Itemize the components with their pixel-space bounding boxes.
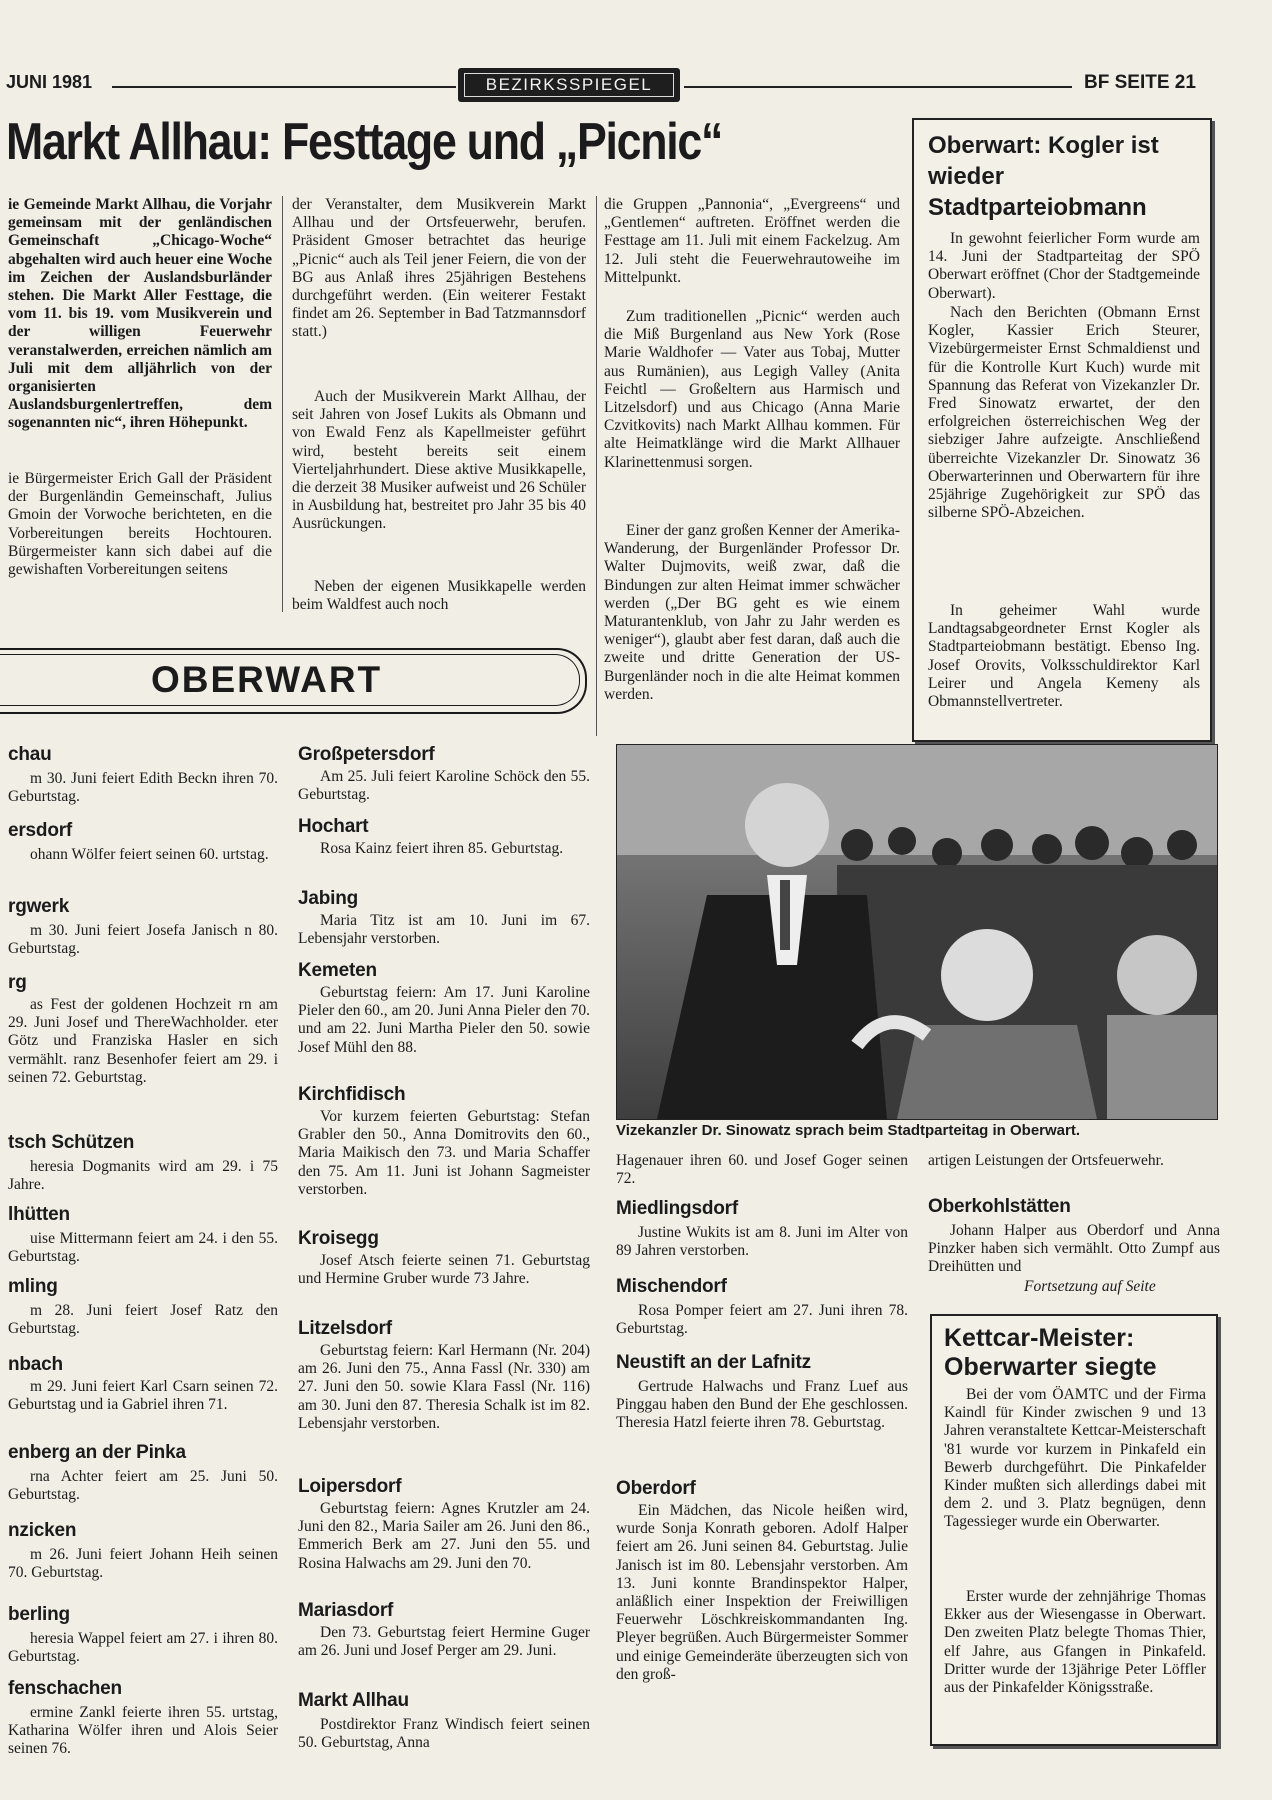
lead-col3-p2: Zum traditionellen „Picnic“ werden auch die Miß Burgenland aus New York (Rose Marie Waldhofer — Vater aus Tobaj, Mutter aus Rumänien), aus Legigh Valley (Anita Feichtl — Großeltern aus Harmisch und Litzelsdorf) und aus Chicago (Anna Marie Czvitkovits) nach Markt Allhau kommen. Für alte Heimatklänge wird die Markt Allhauer Klarinettenmusi sorgen. (604, 308, 900, 471)
col-b-text: Rosa Kainz feiert ihren 85. Geburtstag. (320, 840, 564, 857)
header-date: JUNI 1981 (6, 72, 93, 92)
col-a-heading: nbach (8, 1354, 63, 1375)
col-a-text: uise Mittermann feiert am 24. i den 55. Geburtstag. (8, 1230, 278, 1266)
photo-illustration (617, 745, 1217, 1119)
col-a-text: ermine Zankl feierte ihren 55. urtstag, Katharina Wölfer ihren und Alois Seier seinen 76. (8, 1704, 278, 1758)
section-badge (458, 68, 680, 102)
col-a-heading: berling (8, 1604, 70, 1625)
col-a-text: m 28. Juni feiert Josef Ratz den Geburtstag. (8, 1302, 278, 1338)
sidebar-kogler-headline: Oberwart: Kogler ist wieder Stadtparteiobmann (928, 132, 1159, 221)
photo-caption: Vizekanzler Dr. Sinowatz sprach beim Stadtparteitag in Oberwart. (616, 1122, 1081, 1139)
col-a-text: heresia Wappel feiert am 27. i ihren 80. Geburtstag. (8, 1630, 278, 1666)
sidebar-kettcar-p1: Bei der vom ÖAMTC und der Firma Kaindl für Kinder zwischen 9 und 13 Jahren veranstaltete Kettcar-Meisterschaft '81 wurde vor kurzem in Pinkafeld ein Bewerb durchgeführt. Die Pinkafelder Kinder mußten sich allerdings dabei mit dem 2. und 3. Platz begnügen, denn Tagessieger wurde ein Oberwarter. (944, 1386, 1206, 1531)
lead-divider-1 (282, 196, 283, 612)
col-a-heading: tsch Schützen (8, 1132, 135, 1153)
col-b-text: Maria Titz ist am 10. Juni im 67. Lebensjahr verstorben. (298, 912, 590, 948)
col-b-text: Geburtstag feiern: Karl Hermann (Nr. 204) am 26. Juni den 75., Anna Fassl (Nr. 330) am 27. Juni den 50. sowie Klara Fassl (Nr. 116) am 30. Juni den 87. Theresia Schalk ist im 82. Lebensjahr verstorben. (298, 1342, 590, 1432)
news-photo (616, 744, 1218, 1120)
sidebar-kettcar-p2: Erster wurde der zehnjährige Thomas Ekker aus der Wiesengasse in Oberwart. Den zweiten Platz belegte Thomas Thier, elf Jahre, aus Gfangen in Pinkafeld. Dritter wurde der 13jährige Peter Löffler aus der Pinkafelder Königsstraße. (944, 1588, 1206, 1697)
sidebar-kogler-p3: In geheimer Wahl wurde Landtagsabgeordneter Ernst Kogler als Stadtparteiobmann bestätigt. Ebenso Ing. Josef Orovits, Volksschuldirektor Karl Leirer und Angela Kemeny als Obmannstellvertreter. (928, 602, 1200, 711)
col-b-heading: Kirchfidisch (298, 1084, 406, 1105)
col-b-heading: Jabing (298, 888, 359, 909)
col-c-heading: Mischendorf (616, 1276, 727, 1297)
col-c-heading: Neustift an der Lafnitz (616, 1352, 811, 1373)
col-c-heading: Oberdorf (616, 1478, 696, 1499)
col-b-heading: Mariasdorf (298, 1600, 394, 1621)
continued-note: Fortsetzung auf Seite (1024, 1278, 1156, 1295)
col-a-heading: rg (8, 972, 27, 993)
col-a-heading: mling (8, 1276, 58, 1297)
col-b-heading: Großpetersdorf (298, 744, 435, 765)
col-b-text: Den 73. Geburtstag feiert Hermine Guger am 26. Juni und Josef Perger am 29. Juni. (298, 1624, 590, 1660)
lead-col3-p3: Einer der ganz großen Kenner der Amerika-Wanderung, der Burgenländer Professor Dr. Walter Dujmovits, weiß zwar, daß die Bindungen zur alten Heimat immer schwächer werden („Der BG geht es wie einem Maturantenklub, von Jahr zu Jahr werden es weniger“), glaubt aber fest daran, daß auch die zweite und dritte Generation der US-Burgenländer noch in die alte Heimat kommen werden. (604, 522, 900, 703)
lead-col2-p2: Auch der Musikverein Markt Allhau, der seit Jahren von Josef Lukits als Obmann und von Ewald Fenz als Kapellmeister geführt wird, besteht bereits seit einem Vierteljahrhundert. Diese aktive Musikkapelle, die derzeit 38 Musiker aufweist und 26 Schüler in Ausbildung hat, bestreitet pro Jahr 35 bis 40 Ausrückungen. (292, 388, 586, 533)
sidebar-kogler (912, 118, 1212, 742)
col-a-text: rna Achter feiert am 25. Juni 50. Geburtstag. (8, 1468, 278, 1504)
sidebar-kogler-p2: Nach den Berichten (Obmann Ernst Kogler, Kassier Erich Steurer, Vizebürgermeister Ernst Schmaldienst und für die Kontrolle Kurt Kuch) wurde mit Spannung das Referat von Vizekanzler Dr. Fred Sinowatz erwartet, der den erfolgreichen österreichischen Weg der siebziger Jahre aufzeigte. Anschließend überreichte Vizekanzler Dr. Sinowatz 36 Oberwarterinnen und Oberwartern für ihre 25jährige Zugehörigkeit zur SPÖ das silberne SPÖ-Abzeichen. (928, 304, 1200, 522)
col-c-text: Gertrude Halwachs und Franz Luef aus Pinggau haben den Bund der Ehe geschlossen. Theresia Hatzl feierte ihren 78. Geburtstag. (616, 1378, 908, 1432)
col-c-text: Rosa Pomper feiert am 27. Juni ihren 78. Geburtstag. (616, 1302, 908, 1338)
oberwart-banner-label: OBERWART (145, 660, 388, 700)
col-a-text: m 29. Juni feiert Karl Csarn seinen 72. Geburtstag und ia Gabriel ihren 71. (8, 1378, 278, 1414)
col-a-text: m 26. Juni feiert Johann Heih seinen 70. Geburtstag. (8, 1546, 278, 1582)
col-a-text: ohann Wölfer feiert seinen 60. urtstag. (30, 846, 269, 863)
col-b-text: Vor kurzem feierten Geburtstag: Stefan Grabler den 50., Anna Domitrovits den 60., Maria Maikisch den 73. und Maria Schaffer den 75. Am 11. Juni ist Johann Sagmeister verstorben. (298, 1108, 590, 1198)
col-d-lead: artigen Leistungen der Ortsfeuerwehr. (928, 1152, 1164, 1169)
col-c-text: Ein Mädchen, das Nicole heißen wird, wurde Sonja Konrath geboren. Adolf Halper feiert am 26. Juni seinen 84. Geburtstag. Julie Janisch ist im 80. Lebensjahr verstorben. Am 13. Juni konnte Brandinspektor Halper, anläßlich einer Inspektion der Freiwilligen Feuerwehr Löschkreiskommandanten Ing. Pleyer begrüßen. Auch Bürgermeister Sommer und einige Gemeinderäte überzeugten sich von den groß- (616, 1502, 908, 1683)
lead-col2-p3: Neben der eigenen Musikkapelle werden beim Waldfest auch noch (292, 578, 586, 614)
col-a-heading: enberg an der Pinka (8, 1442, 186, 1463)
col-a-text: m 30. Juni feiert Edith Beckn ihren 70. Geburtstag. (8, 770, 278, 806)
lead-col1-intro: ie Gemeinde Markt Allhau, die Vorjahr gemeinsam mit der genländischen Gemeinschaft „Chicago-Woche“ abgehalten wird auch heuer eine Woche im Zeichen der Auslandsburländer stehen. Die Markt Aller Festtage, die vom 11. bis 19. vom Musikverein und der willigen Feuerwehr veranstalwerden, erreichen nämlich am Juli mit dem alljährlich von der organisierten Auslandsburgenlertreffen, dem sogenannten nic“, ihren Höhepunkt. (8, 196, 272, 432)
header-rule-left (112, 86, 456, 88)
col-a-heading: fenschachen (8, 1678, 122, 1699)
col-a-text: m 30. Juni feiert Josefa Janisch n 80. Geburtstag. (8, 922, 278, 958)
col-b-text: Postdirektor Franz Windisch feiert seinen 50. Geburtstag, Anna (298, 1716, 590, 1752)
col-c-text: Justine Wukits ist am 8. Juni im Alter von 89 Jahren verstorben. (616, 1224, 908, 1260)
sidebar-kettcar (930, 1314, 1218, 1746)
sidebar-kogler-p1: In gewohnt feierlicher Form wurde am 14. Juni der Stadtparteitag der SPÖ Oberwart eröffnet (Chor der Stadtgemeinde Oberwart). (928, 230, 1200, 302)
col-a-heading: lhütten (8, 1204, 70, 1225)
col-b-text: Am 25. Juli feiert Karoline Schöck den 55. Geburtstag. (298, 768, 590, 804)
col-c-heading: Miedlingsdorf (616, 1198, 738, 1219)
col-b-text: Geburtstag feiern: Agnes Krutzler am 24. Juni den 82., Maria Sailer am 26. Juni den 86., Emmerich Berk am 27. Juni den 55. und Rosina Halwachs am 29. Juni den 70. (298, 1500, 590, 1572)
lead-col1-text: ie Bürgermeister Erich Gall der Präsident der Burgenländin Gemeinschaft, Julius Gmoin der Vorwoche berichteten, en die Vorbereitungen bereits Hochtouren. Bürgermeister kann sich dabei auf die gewishaften Vorbereitungen seitens (8, 470, 272, 579)
page-number: BF SEITE 21 (1084, 72, 1196, 93)
col-a-heading: nzicken (8, 1520, 77, 1541)
col-a-heading: rgwerk (8, 896, 70, 917)
col-b-heading: Kroisegg (298, 1228, 379, 1249)
lead-headline: Markt Allhau: Festtage und „Picnic“ (6, 113, 723, 171)
col-b-text: Geburtstag feiern: Am 17. Juni Karoline Pieler den 60., am 20. Juni Anna Pieler den 70. und am 22. Juni Martha Pieler den 50. sowie Josef Mühl den 88. (298, 984, 590, 1056)
header-rule-right (684, 86, 1072, 88)
col-a-heading: ersdorf (8, 820, 73, 841)
col-a-heading: chau (8, 744, 52, 765)
lead-divider-2 (596, 196, 597, 736)
lead-col2-p1: der Veranstalter, dem Musikverein Markt Allhau und der Ortsfeuerwehr, berufen. Präsident Gmoser betrachtet das heurige „Picnic“ auch als Teil jener Feiern, die von der BG aus Anlaß ihres 25jährigen Bestehens durchgeführt werden. (Ein weiterer Festakt findet am 26. September in Bad Tatzmannsdorf statt.) (292, 196, 586, 341)
sidebar-kettcar-headline: Kettcar-Meister: Oberwarter siegte (944, 1324, 1157, 1381)
col-b-heading: Litzelsdorf (298, 1318, 392, 1339)
col-b-text: Josef Atsch feierte seinen 71. Geburtstag und Hermine Gruber wurde 73 Jahre. (298, 1252, 590, 1288)
section-title: BEZIRKSSPIEGEL (464, 73, 674, 97)
col-d-heading: Oberkohlstätten (928, 1196, 1071, 1217)
col-a-text: heresia Dogmanits wird am 29. i 75 Jahre. (8, 1158, 278, 1194)
col-b-heading: Loipersdorf (298, 1476, 402, 1497)
col-c-lead: Hagenauer ihren 60. und Josef Goger seinen 72. (616, 1152, 908, 1188)
page-header (0, 60, 1272, 100)
lead-col3-p1: die Gruppen „Pannonia“, „Evergreens“ und „Gentlemen“ auftreten. Eröffnet werden die Festtage am 11. Juli mit einem Fackelzug. Am 12. Juli steht die Feuerwehrautoweihe im Mittelpunkt. (604, 196, 900, 286)
col-d-text: Johann Halper aus Oberdorf und Anna Pinzker haben sich vermählt. Otto Zumpf aus Dreihütten und (928, 1222, 1220, 1276)
col-a-text: as Fest der goldenen Hochzeit rn am 29. Juni Josef und ThereWachholder. eter Götz und Franziska Hasler en sich vermählt. ranz Besenhofer feiert am 29. i seinen 72. Geburtstag. (8, 996, 278, 1086)
col-b-heading: Kemeten (298, 960, 377, 981)
col-b-heading: Markt Allhau (298, 1690, 409, 1711)
col-b-heading: Hochart (298, 816, 369, 837)
